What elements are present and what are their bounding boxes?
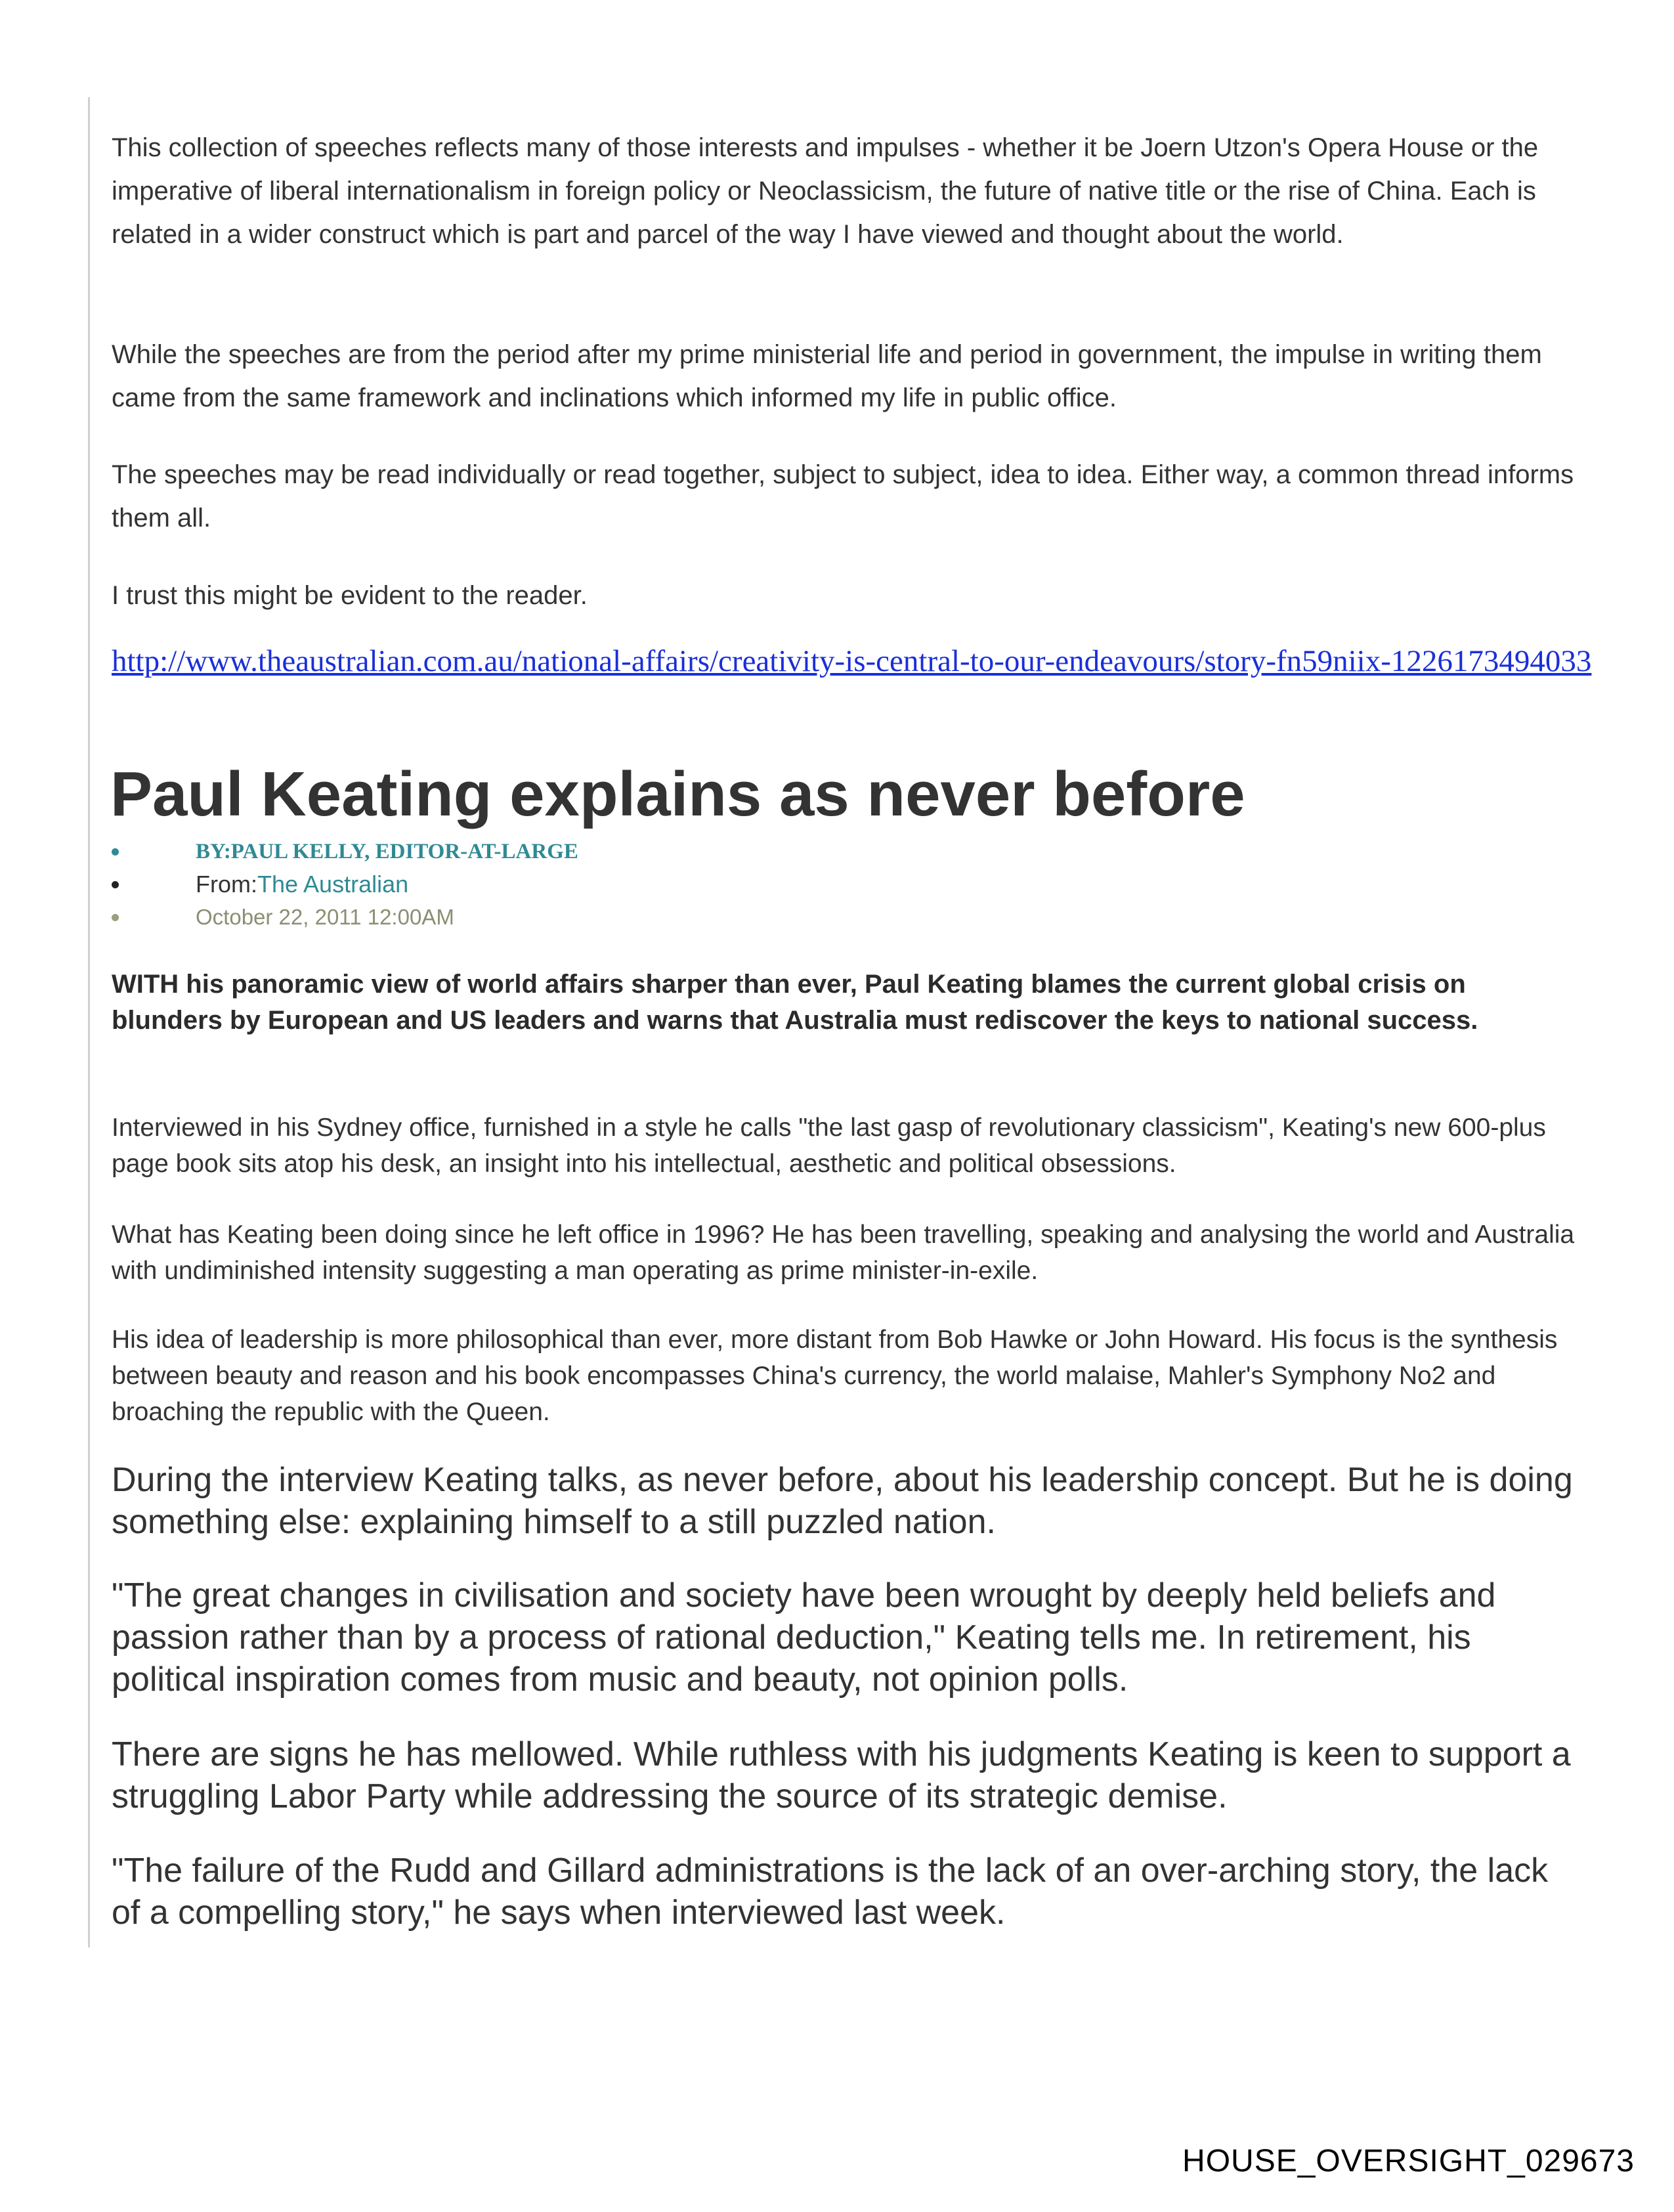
intro-paragraph-3: The speeches may be read individually or read together, subject to subject, idea to idea. Either way, a common thread informs them all. bbox=[112, 460, 1574, 532]
byline[interactable]: BY:PAUL KELLY, EDITOR-AT-LARGE bbox=[196, 840, 578, 863]
intro-paragraph-4: I trust this might be evident to the reader. bbox=[112, 581, 588, 610]
large-paragraph-4: "The failure of the Rudd and Gillard administrations is the lack of an over-arching story, the lack of a compelling story," he says when interviewed last week. bbox=[112, 1852, 1549, 1932]
intro-paragraph-2: While the speeches are from the period after my prime ministerial life and period in government, the impulse in writing them came from the same framework and inclinations which informed my life in public office. bbox=[112, 340, 1542, 412]
byline-item bbox=[112, 835, 1162, 868]
article-headline: Paul Keating explains as never before bbox=[110, 759, 1245, 829]
page-identifier: HOUSE_OVERSIGHT_029673 bbox=[1182, 2144, 1635, 2179]
article-standfirst: WITH his panoramic view of world affairs sharper than ever, Paul Keating blames the current global crisis on blunders by European and US leaders and warns that Australia must rediscover the keys to national success. bbox=[112, 970, 1478, 1035]
large-paragraph-3: There are signs he has mellowed. While ruthless with his judgments Keating is keen to support a struggling Labor Party while addressing the source of its strategic demise. bbox=[112, 1735, 1571, 1815]
body-paragraph-3: His idea of leadership is more philosophical than ever, more distant from Bob Hawke or John Howard. His focus is the synthesis between beauty and reason and his book encompasses China's currency, the world malaise, Mahler's Symphony No2 and broaching the republic with the Queen. bbox=[112, 1326, 1558, 1426]
from-label: From: bbox=[196, 871, 257, 898]
source-url-link[interactable]: http://www.theaustralian.com.au/national-affairs/creativity-is-central-to-our-endeavours/story-fn59niix-1226173494033 bbox=[112, 644, 1592, 678]
bullet-icon bbox=[112, 914, 119, 921]
left-margin-rule bbox=[88, 97, 90, 1947]
source-item bbox=[112, 868, 1162, 901]
publish-date: October 22, 2011 12:00AM bbox=[196, 905, 454, 929]
body-paragraph-1: Interviewed in his Sydney office, furnished in a style he calls "the last gasp of revolutionary classicism", Keating's new 600-plus page book sits atop his desk, an insight into his intellectual, aesthetic and political obsessions. bbox=[112, 1114, 1546, 1178]
publication-link[interactable]: The Australian bbox=[257, 871, 409, 898]
date-item bbox=[112, 901, 1162, 934]
article-meta-list bbox=[112, 835, 1162, 934]
bullet-icon bbox=[112, 848, 119, 856]
bullet-icon bbox=[112, 881, 119, 888]
body-paragraph-2: What has Keating been doing since he left office in 1996? He has been travelling, speaking and analysing the world and Australia with undiminished intensity suggesting a man operating as prime minister-in-exile. bbox=[112, 1221, 1575, 1285]
intro-paragraph-1: This collection of speeches reflects many of those interests and impulses - whether it be Joern Utzon's Opera House or the imperative of liberal internationalism in foreign policy or Neoclassicism, the future of native title or the rise of China. Each is related in a wider construct which is part and parcel of the way I have viewed and thought about the world. bbox=[112, 133, 1539, 249]
large-paragraph-1: During the interview Keating talks, as never before, about his leadership concept. But he is doing something else: explaining himself to a still puzzled nation. bbox=[112, 1461, 1573, 1541]
large-paragraph-2: "The great changes in civilisation and society have been wrought by deeply held beliefs and passion rather than by a process of rational deduction," Keating tells me. In retirement, his political inspiration comes from music and beauty, not opinion polls. bbox=[112, 1576, 1496, 1699]
